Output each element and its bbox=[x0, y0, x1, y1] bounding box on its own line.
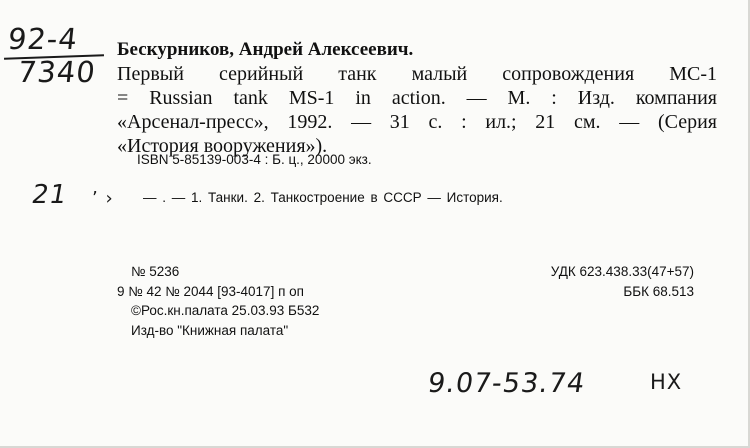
inventory-number: 9.07-53.74 bbox=[425, 368, 588, 399]
isbn-line: ISBN 5-85139-003-4 : Б. ц., 20000 экз. bbox=[137, 152, 372, 167]
record-title-line: «Арсенал-пресс», 1992. — 31 с. : ил.; 21 см. — (Серия bbox=[117, 111, 717, 133]
record-author: Бескурников, Андрей Алексеевич. bbox=[117, 39, 414, 60]
handwritten-initials: HX bbox=[650, 370, 683, 394]
call-number-bottom: 7340 bbox=[16, 55, 98, 89]
chamber-line: ©Рос.кн.палата 25.03.93 Б532 bbox=[131, 303, 320, 318]
bbk-code: ББК 68.513 bbox=[623, 284, 694, 299]
registration-line: 9 № 42 № 2044 [93-4017] п оп bbox=[117, 284, 304, 299]
record-title-line: = Russian tank MS-1 in action. — М. : Изд. компания bbox=[117, 87, 717, 109]
handwritten-mark: 21 bbox=[29, 180, 70, 210]
publisher-line: Изд-во "Книжная палата" bbox=[131, 323, 289, 338]
handwritten-mark-tail: ’ › bbox=[92, 188, 114, 209]
call-number-top: 92-4 bbox=[6, 22, 80, 56]
record-title-line: «История вооружения»). bbox=[117, 135, 328, 157]
record-title-line: Первый серийный танк малый сопровождения МС-1 bbox=[117, 63, 717, 85]
subject-headings: — . — 1. Танки. 2. Танкостроение в СССР — История. bbox=[143, 190, 503, 205]
udk-code: УДК 623.438.33(47+57) bbox=[550, 264, 694, 279]
bibliographic-record bbox=[117, 38, 717, 158]
card-number: № 5236 bbox=[131, 264, 180, 279]
